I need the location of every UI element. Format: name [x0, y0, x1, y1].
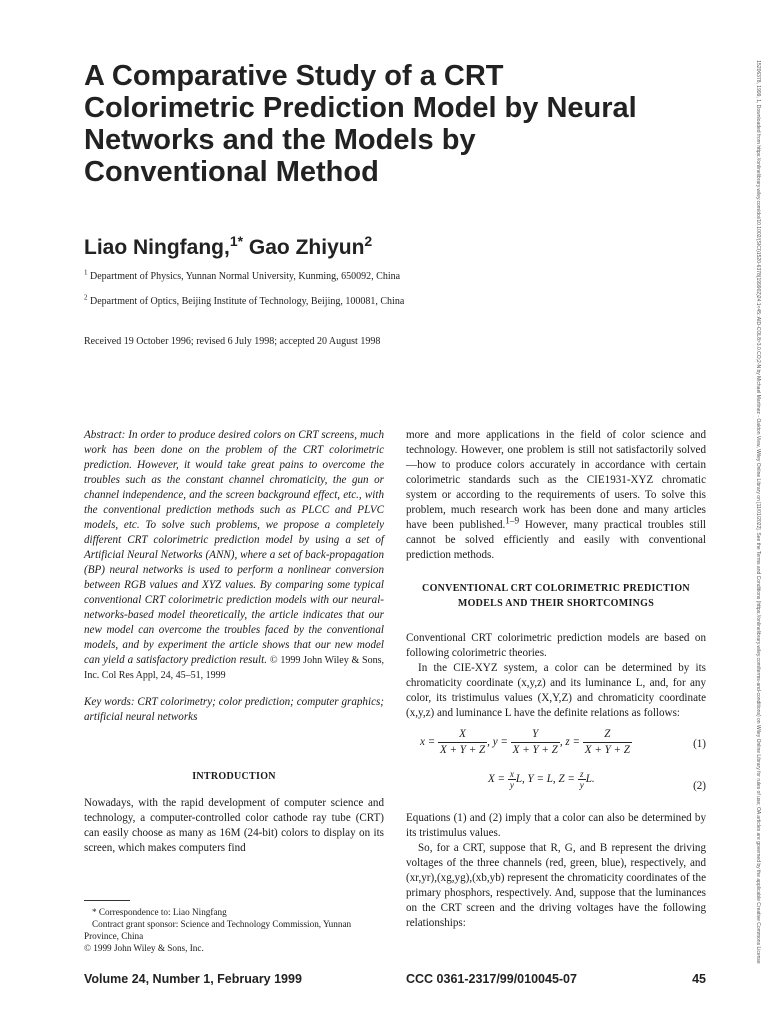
- paragraph-continuation: more and more applications in the field of color science and technology. However, one problem is still not satisfactorily solved—how to produce colors accurately in accordance with certain colorimetric standards such as the CIE1931-XYZ chromatic system or according to the requirements of users. To solve this problem, much research work has been done and many articles have been published.$^{1-9}$ However, many practical troubles still cannot be solved efficiently and easily with conventional prediction methods.: [406, 429, 707, 561]
- citation-ref: 1–9: [505, 516, 520, 527]
- journal-issue: Volume 24, Number 1, February 1999: [84, 972, 302, 986]
- paragraph-theories: Conventional CRT colorimetric prediction models are based on following colorimetric theories.: [406, 632, 706, 659]
- author-2: Gao Zhiyun: [248, 236, 365, 259]
- section-heading-conventional-models: CONVENTIONAL CRT COLORIMETRIC PREDICTION MODELS AND THEIR SHORTCOMINGS: [422, 583, 690, 609]
- introduction-text: Nowadays, with the rapid development of computer science and technology, a computer-controlled color cathode ray tube (CRT) can easily choose as many as 16M (24-bit) colors to display on its screen, which makes computers find: [84, 797, 384, 854]
- equation-1-number: (1): [693, 738, 706, 750]
- paragraph-equations-imply: Equations (1) and (2) imply that a color can also be determined by its tristimulus values.: [406, 812, 706, 839]
- footnote-correspondence: * Correspondence to: Liao Ningfang: [92, 907, 227, 917]
- abstract: Abstract: In order to produce desired colors on CRT screens, much work has been done on the problem of the CRT colorimetric prediction. However, it would take great pains to overcome the troubles such as the constant channel chromaticity, the gun or channel independence, and the screen background effect, etc., with the conventional prediction methods such as PLCC and PLVC models, etc. To solve such problems, we propose a completely different CRT colorimetric prediction model by using a set of Artificial Neural Networks (ANN), where a set of back-propagation (BP) neural networks is used to perform a nonlinear conversion between RGB values and XYZ values. By comparing some typical conventional CRT colorimetric prediction models with our neural-networks-based model theoretically, the article indicates that our new model can overcome the troubles faced by the conventional models, and by experiment the article shows that our new model can yield a satisfactory prediction result. © 1999 John Wiley & Sons, Inc. Col Res Appl, 24, 45–51, 1999: [84, 429, 384, 681]
- footnotes: [84, 906, 384, 954]
- affiliation-2: $^2$ Department of Optics, Beijing Institute of Technology, Beijing, 100081, China: [84, 293, 405, 307]
- paragraph-cie-xyz: In the CIE-XYZ system, a color can be determined by its chromaticity coordinate (x,y,z) and its luminance L, and, for any color, its tristimulus values (X,Y,Z) and chromaticity coordinate (x,y,z) and luminance L have the definite relations as follows:: [406, 662, 706, 719]
- author-1-mark: 1*: [229, 233, 244, 249]
- abstract-copyright: © 1999 John Wiley & Sons, Inc. Col Res Appl, 24, 45–51, 1999: [84, 655, 384, 681]
- footnote-grant: Contract grant sponsor: Science and Technology Commission, Yunnan Province, China: [84, 919, 352, 941]
- footnote-copyright: © 1999 John Wiley & Sons, Inc.: [84, 943, 204, 953]
- right-column: [406, 428, 706, 931]
- section-heading-introduction: INTRODUCTION: [192, 771, 276, 782]
- page-number: 45: [692, 972, 706, 986]
- left-column: [84, 428, 384, 856]
- keywords: Key words: CRT colorimetry; color prediction; computer graphics; artificial neural networks: [84, 696, 384, 723]
- authors: [84, 233, 373, 260]
- equation-2-number: (2): [693, 780, 706, 792]
- equation-1: x = $\frac{X}{X + Y + Z}$ , y = $\frac{Y}{X + Y + Z}$ , z = $\frac{Z}{X + Y + Z}$ (1): [420, 728, 706, 756]
- author-2-mark: 2: [364, 233, 373, 249]
- footnote-divider: [84, 900, 130, 901]
- ccc-code: CCC 0361-2317/99/010045-07: [406, 972, 577, 986]
- affiliation-1: $^1$ Department of Physics, Yunnan Normal University, Kunming, 650092, China: [84, 268, 401, 282]
- download-watermark: 15206378, 1999, 1, Downloaded from https://onlinelibrary.wiley.com/doi/10.1002/(SICI)1520-6378(199902)24:1<45::AID-COL8>3.0.CO;2-N by Michael Martinez - Oakton View, Wiley Online Library on [11/01/2022]. See the Terms and Conditions (https://onlinelibrary.wiley.com/terms-and-conditions) on Wiley Online Library for rules of use; OA articles are governed by the applicable Creative Commons License: [755, 60, 761, 964]
- paper-title: A Comparative Study of a CRT Colorimetric Prediction Model by Neural Networks and the Models by Conventional Method: [84, 60, 637, 188]
- equation-2: X = $\frac{x}{y}$ L, Y = L, Z = $\frac{z}{y}$ L. (2): [488, 769, 706, 792]
- received-dates: Received 19 October 1996; revised 6 July 1998; accepted 20 August 1998: [84, 336, 381, 347]
- paragraph-crt-voltages: So, for a CRT, suppose that R, G, and B represent the driving voltages of the three channels (red, green, blue), respectively, and (xr,yr),(xg,yg),(xb,yb) represent the chromaticity coordinates of the primary phosphors, respectively. And, suppose that the luminances on the CRT screen and the driving voltages have the following relationships:: [406, 842, 706, 929]
- author-1: Liao Ningfang,: [84, 236, 230, 259]
